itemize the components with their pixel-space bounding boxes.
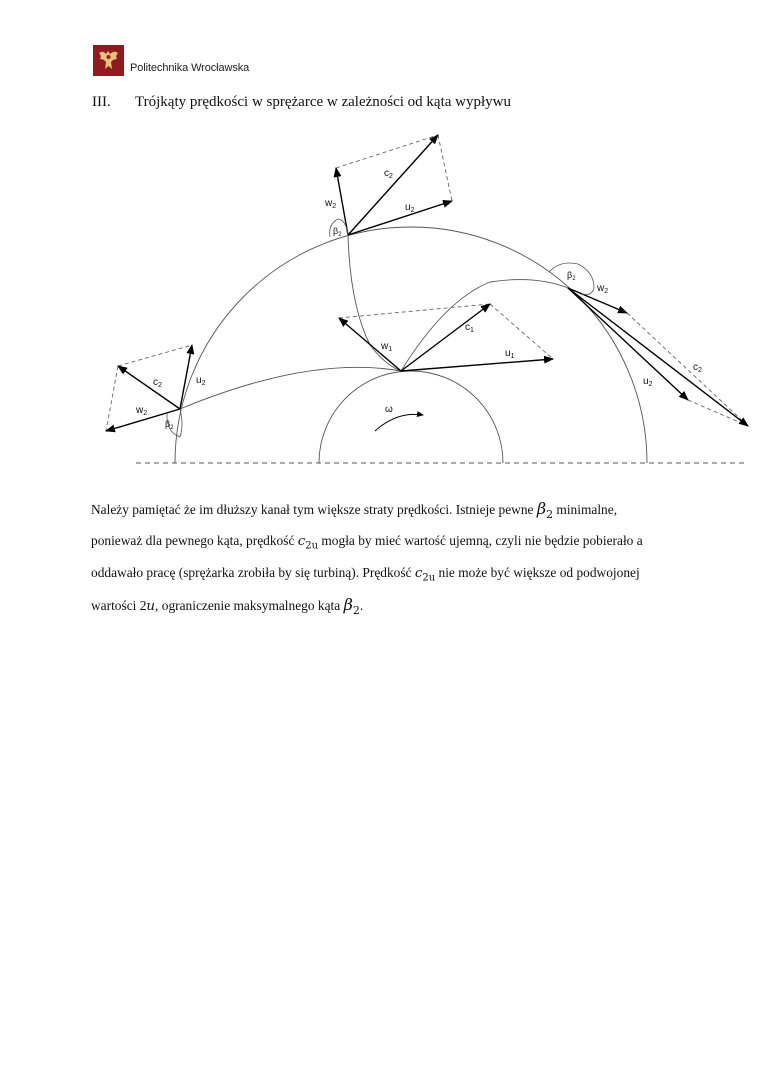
paragraph-line-1: Należy pamiętać że im dłuższy kanał tym większe straty prędkości. Istnieje pewne $\beta_2$ minimalne,	[91, 499, 618, 522]
svg-text:c1: $c_1$	[465, 322, 474, 334]
svg-text:w2: $w_2$	[136, 405, 148, 417]
omega-label: ω	[385, 404, 393, 415]
inner-hub	[319, 371, 503, 463]
blade-right	[401, 280, 568, 371]
svg-text:w2: $w_2$	[325, 198, 337, 210]
svg-text:w2: $w_2$	[597, 283, 609, 295]
paragraph-line-3: oddawało pracę (sprężarka zrobiła by się turbiną). Prędkość $c_{2u}$ nie może być większe od podwojonej	[91, 564, 640, 584]
body-paragraph	[91, 496, 691, 624]
vector-u2-right	[568, 288, 688, 400]
velocity-triangles-diagram	[0, 0, 760, 480]
blade-left	[180, 367, 401, 409]
vector-w1	[339, 318, 401, 371]
triangle-inlet	[339, 304, 553, 371]
svg-text:w1: $w_1$	[381, 341, 393, 353]
svg-text:c2: $c_2$	[153, 377, 162, 389]
svg-text:u1: $u_1$	[505, 348, 515, 360]
blade-top	[348, 235, 401, 371]
svg-text:u2: $u_2$	[196, 375, 206, 387]
triangle-left	[106, 345, 206, 437]
vector-w2-top	[336, 168, 348, 235]
vector-c1	[401, 304, 490, 371]
triangle-right	[549, 263, 748, 426]
svg-text:c2: $c_2$	[384, 168, 393, 180]
rotation-arrow	[375, 414, 423, 431]
paragraph-line-2: ponieważ dla pewnego kąta, prędkość $c_{2u}$ mogła by mieć wartość ujemną, czyli nie będzie pobierało a	[91, 533, 643, 552]
triangle-top	[324, 135, 452, 238]
section-title: Trójkąty prędkości w sprężarce w zależności od kąta wypływu	[135, 94, 511, 110]
vector-u2-left	[180, 345, 192, 409]
svg-text:β2: $\beta_2$	[165, 419, 174, 431]
svg-text:u2: $u_2$	[643, 376, 653, 388]
vector-u1	[401, 359, 553, 371]
vector-c2-left	[118, 366, 180, 409]
vector-c2-right	[568, 288, 748, 426]
institution-name: Politechnika Wrocławska	[130, 62, 250, 74]
svg-text:c2: $c_2$	[693, 362, 702, 374]
paragraph-line-4: wartości 2u, ograniczenie maksymalnego kąta $\beta_2$.	[91, 594, 364, 617]
svg-text:u2: $u_2$	[405, 202, 415, 214]
outer-circle	[175, 227, 647, 463]
svg-text:β2: $\beta_2$	[567, 270, 576, 282]
section-number: III.	[92, 94, 111, 110]
svg-text:β2: $\beta_2$	[333, 226, 342, 238]
